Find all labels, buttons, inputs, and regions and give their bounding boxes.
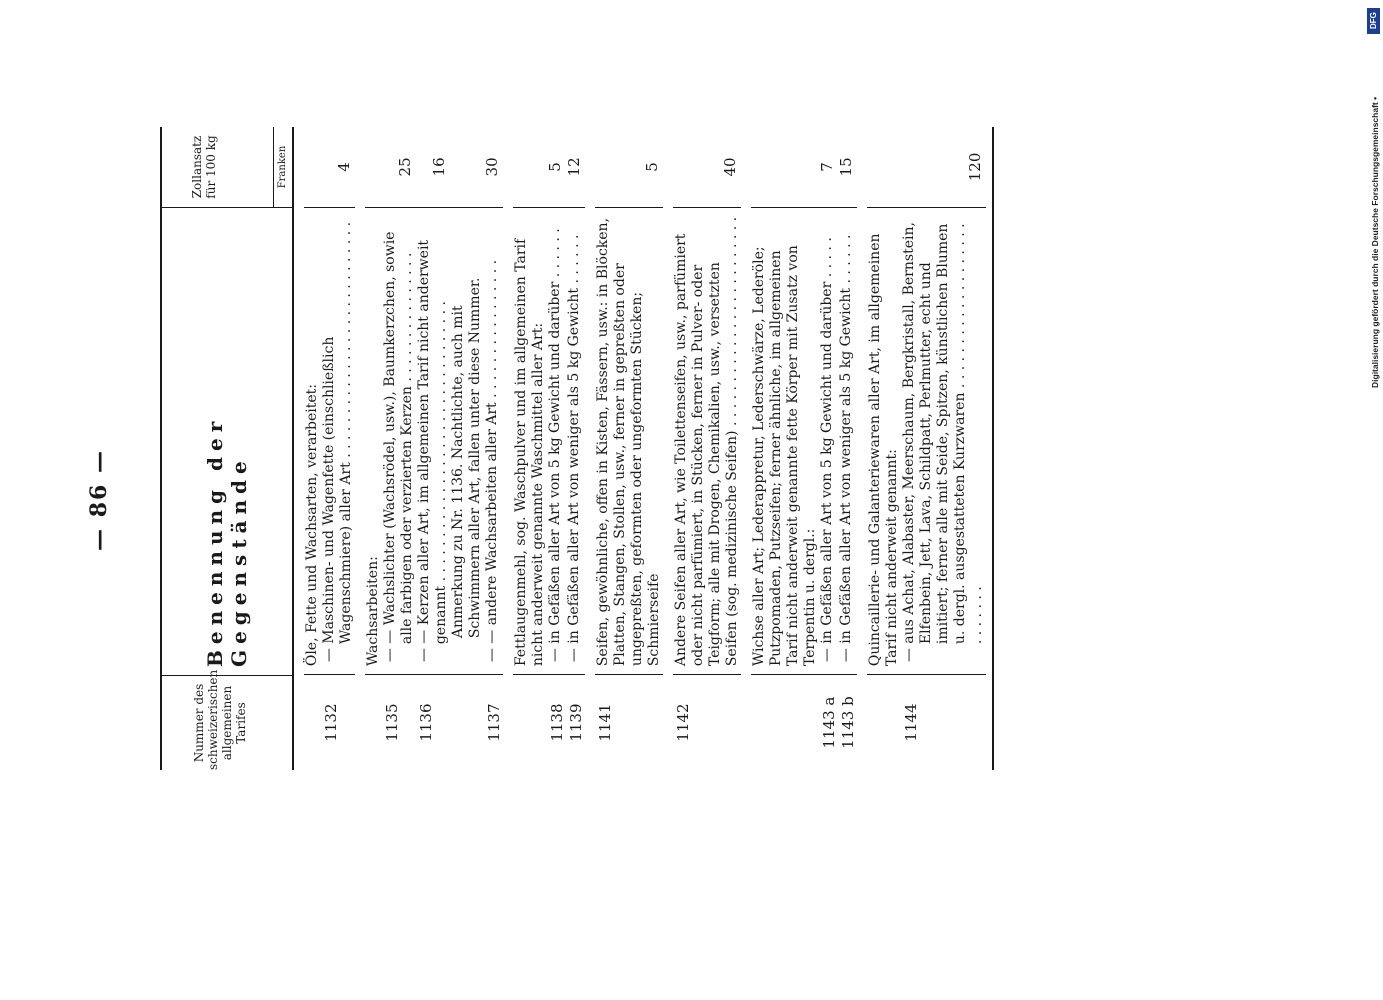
rate-cell [547, 127, 566, 207]
rate-cell [838, 127, 857, 207]
table-row [484, 127, 503, 770]
header-rate-label: Zollansatz für 100 kg [190, 135, 218, 199]
rate-value: 12 [565, 157, 583, 177]
table-row [595, 127, 663, 770]
rate-cell [321, 127, 355, 207]
tariff-number: 1132 [321, 674, 355, 770]
tariff-number: 1144 [901, 674, 986, 770]
rate-cell [382, 127, 416, 207]
tariff-number: 1143 a [819, 674, 838, 770]
item-description: Quincaillerie- und Galanteriewaren aller Art, im allgemeinen Tarif nicht anderweit genannt: [867, 207, 901, 674]
rate-cell [304, 127, 321, 207]
header-description-column: Benennung der Gegenstände [162, 207, 292, 675]
item-description: — in Gefäßen aller Art von weniger als 5 kg Gewicht . . . . . . [566, 207, 585, 674]
table-row [867, 127, 901, 770]
rate-value: 25 [396, 157, 414, 177]
item-description: Andere Seifen aller Art, wie Toilettenseifen, usw., parfümiert oder nicht parfümiert, in Stücken, ferner in Pulver- oder Teigform; alle mit Drogen, Chemikalien, usw., versetzten Seifen (sog. medizinische Seifen) . . . . . . . . . . . . . . . . . . . . . . . . [673, 207, 741, 674]
rate-value: 16 [430, 157, 448, 177]
rate-cell [867, 127, 901, 207]
rate-unit-divider [273, 127, 274, 207]
item-description: — in Gefäßen aller Art von 5 kg Gewicht und darüber . . . . . . [547, 207, 566, 674]
table-row [901, 127, 986, 770]
item-description: — — andere Wachsarbeiten aller Art . . . . . . . . . . . . . . . . [484, 207, 503, 674]
table-row [365, 127, 382, 770]
tariff-number: 1136 [416, 674, 450, 770]
tariff-number: 1135 [382, 674, 416, 770]
table-row [751, 127, 819, 770]
tariff-number [365, 674, 382, 770]
rate-value: 5 [643, 162, 661, 172]
tariff-table [160, 127, 994, 770]
tariff-number [867, 674, 901, 770]
table-row [547, 127, 566, 770]
header-rate-column [162, 127, 292, 207]
item-description: — in Gefäßen aller Art von 5 kg Gewicht und darüber . . . . . [819, 207, 838, 674]
header-number-column: Nummer des schweizerischen allgemeinen Tarifes [162, 675, 292, 770]
table-row [416, 127, 450, 770]
table-body [304, 127, 994, 770]
rate-cell [484, 127, 503, 207]
rate-cell [566, 127, 585, 207]
rate-cell [450, 127, 484, 207]
table-row [450, 127, 484, 770]
rate-cell [901, 127, 986, 207]
tariff-number: 1142 [673, 674, 741, 770]
table-row [321, 127, 355, 770]
rate-value: 7 [818, 162, 836, 172]
rate-cell [416, 127, 450, 207]
rate-cell [751, 127, 819, 207]
table-row [304, 127, 321, 770]
tariff-number [751, 674, 819, 770]
rate-cell [595, 127, 663, 207]
dfg-credit [1370, 8, 1383, 388]
rate-cell [513, 127, 547, 207]
item-description: Seifen, gewöhnliche, offen in Kisten, Fässern, usw.: in Blöcken, Platten, Stangen, Stollen, usw., ferner in gepreßten oder ungepreßten, geformten oder ungeformten Stücken; Schmierseife [595, 207, 663, 674]
rate-value: 4 [335, 162, 353, 172]
tariff-number [450, 674, 484, 770]
dfg-credit-text: Digitalisierung gefördert durch die Deutsche Forschungsgemeinschaft • [1370, 96, 1380, 388]
tariff-number: 1141 [595, 674, 663, 770]
rate-cell [673, 127, 741, 207]
item-description: Fettlaugenmehl, sog. Waschpulver und im allgemeinen Tarif nicht anderweit genannte Waschmittel aller Art: [513, 207, 547, 674]
tariff-number: 1139 [566, 674, 585, 770]
tariff-number: 1143 b [838, 674, 857, 770]
item-description: — Maschinen- und Wagenfette (einschließlich Wagenschmiere) aller Art . . . . . . . . . . . . . . . . . . . . . . . . . . . [321, 207, 355, 674]
table-row [382, 127, 416, 770]
rate-value: 120 [966, 152, 984, 182]
tariff-number: 1138 [547, 674, 566, 770]
table-row [673, 127, 741, 770]
dfg-logo-icon: DFG [1367, 8, 1380, 34]
page-number: — 86 — [86, 449, 112, 551]
table-row [819, 127, 838, 770]
item-description: — — Wachslichter (Wachsrödel, usw.), Baumkerzchen, sowie alle farbigen oder verzierten Kerzen . . . . . . . . . . . . . . . [382, 207, 416, 674]
tariff-number: 1137 [484, 674, 503, 770]
item-description: Wachsarbeiten: [365, 207, 382, 674]
table-row [513, 127, 547, 770]
item-description: Wichse aller Art; Lederappretur, Lederschwärze, Lederöle; Putzpomaden, Putzseifen; ferner ähnliche, im allgemeinen Tarif nicht anderweit genannte fette Körper mit Zusatz von Terpentin u. dergl.: [751, 207, 819, 674]
item-description: — in Gefäßen aller Art von weniger als 5 kg Gewicht . . . . . . [838, 207, 857, 674]
item-description: — — Kerzen aller Art, im allgemeinen Tarif nicht anderweit genannt . . . . . . . . . . . . . . . . . . . . . . . . . . . . . . . . [416, 207, 450, 674]
item-description: — aus Achat, Alabaster, Meerschaum, Bergkristall, Bernstein, Elfenbein, Jett, Lava, Schildpatt, Perlmutter, echt und imitiert; ferner alle mit Seide, Spitzen, künstlichen Blumen u. dergl. ausgestatteten Kurzwaren . . . . . . . . . . . . . . . . . . . . . . . . . . [901, 207, 986, 674]
annotation-text: Anmerkung zu Nr. 1136. Nachtlichte, auch mit Schwimmern aller Art, fallen unter diese Nummer. [450, 207, 484, 674]
header-rate-unit: Franken [277, 145, 288, 189]
rate-value: 15 [837, 157, 855, 177]
table-row [838, 127, 857, 770]
tariff-number [304, 674, 321, 770]
rate-cell [819, 127, 838, 207]
rate-value: 40 [721, 157, 739, 177]
table-header [160, 127, 294, 770]
tariff-number [513, 674, 547, 770]
item-description: Öle, Fette und Wachsarten, verarbeitet: [304, 207, 321, 674]
rate-value: 30 [483, 157, 501, 177]
table-row [566, 127, 585, 770]
rate-cell [365, 127, 382, 207]
rate-value: 5 [546, 162, 564, 172]
